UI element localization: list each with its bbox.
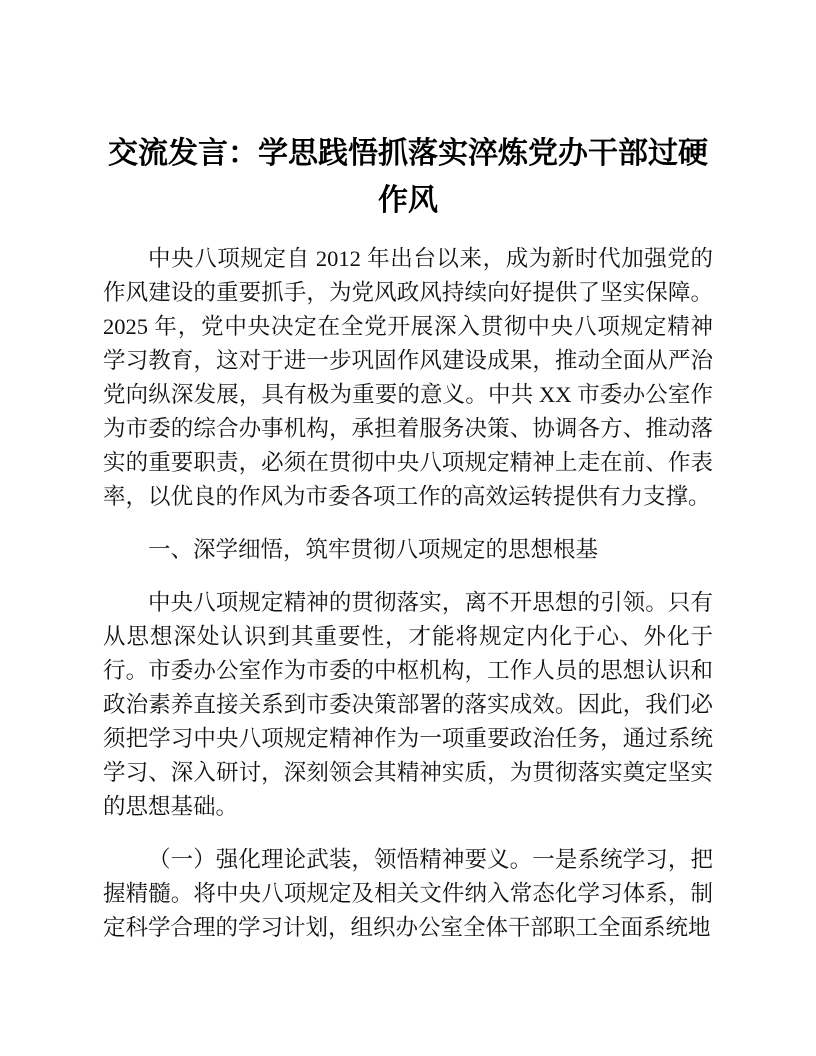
document-title: 交流发言：学思践悟抓落实淬炼党办干部过硬作风 — [108, 137, 708, 217]
document-body — [103, 242, 713, 945]
section-heading: 一、深学细悟，筑牢贯彻八项规定的思想根基 — [148, 537, 599, 562]
body-paragraph: 中央八项规定精神的贯彻落实，离不开思想的引领。只有从思想深处认识到其重要性，才能将规定内化于心、外化于行。市委办公室作为市委的中枢机构，工作人员的思想认识和政治素养直接关系到市委决策部署的落实成效。因此，我们必须把学习中央八项规定精神作为一项重要政治任务，通过系统学习、深入研讨，深刻领会其精神实质，为贯彻落实奠定坚实的思想基础。 — [103, 590, 713, 819]
body-paragraph: 中央八项规定自 2012 年出台以来，成为新时代加强党的作风建设的重要抓手，为党风政风持续向好提供了坚实保障。2025 年，党中央决定在全党开展深入贯彻中央八项规定精神学习教育，这对于进一步巩固作风建设成果，推动全面从严治党向纵深发展，具有极为重要的意义。中共 XX 市委办公室作为市委的综合办事机构，承担着服务决策、协调各方、推动落实的重要职责，必须在贯彻中央八项规定精神上走在前、作表率，以优良的作风为市委各项工作的高效运转提供有力支撑。 — [103, 246, 713, 509]
body-paragraph: （一）强化理论武装，领悟精神要义。一是系统学习，把握精髓。将中央八项规定及相关文件纳入常态化学习体系，制定科学合理的学习计划，组织办公室全体干部职工全面系统地 — [103, 847, 713, 940]
